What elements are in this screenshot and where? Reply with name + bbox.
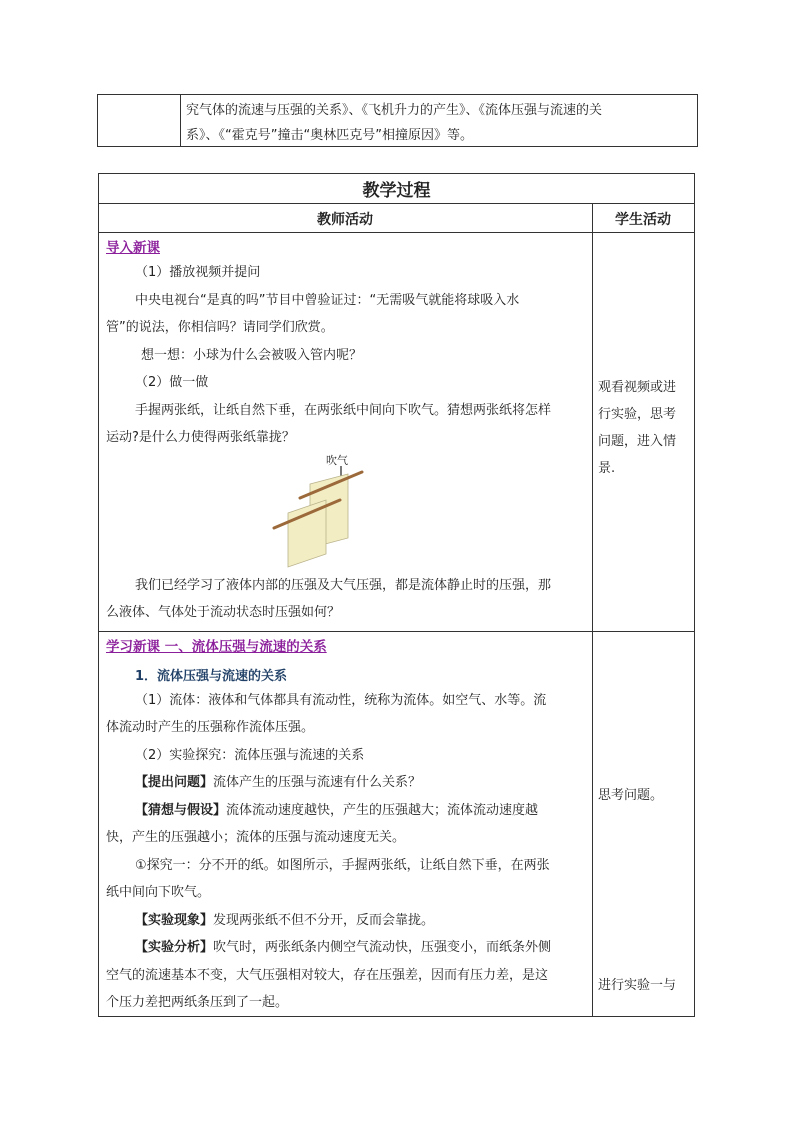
table-title: 教学过程	[362, 181, 431, 201]
observation-tag: 【实验现象】	[135, 913, 214, 928]
main-table-border-bottom	[98, 1016, 695, 1017]
analysis-tag: 【实验分析】	[135, 940, 214, 955]
analysis-line2: 空气的流速基本不变，大气压强相对较大，存在压强差，因而有压力差，是这	[106, 968, 549, 983]
hypothesis-text: 流体流动速度越快，产生的压强越大；流体流动速度越	[226, 803, 539, 818]
intro-paragraph-line2: 管”的说法，你相信吗？请同学们欣赏。	[106, 320, 334, 335]
student-activity-intro-line3: 问题，进入情	[598, 434, 677, 449]
observation-line	[135, 913, 434, 929]
analysis-line3: 个压力差把两纸条压到了一起。	[106, 995, 289, 1010]
top-table-divider	[180, 94, 181, 147]
intro-transition-line1: 我们已经学习了液体内部的压强及大气压强，都是流体静止时的压强，那	[135, 578, 552, 593]
analysis-text: 吹气时，两张纸条内侧空气流动快，压强变小，而纸条外侧	[213, 940, 552, 955]
fluid-definition-line1: （1）流体：液体和气体都具有流动性，统称为流体。如空气、水等。流	[135, 693, 547, 708]
intro-think: 想一想：小球为什么会被吸入管内呢？	[141, 348, 363, 363]
paper-blowing-figure	[268, 450, 368, 570]
intro-step1: （1）播放视频并提问	[135, 265, 261, 280]
section-heading-intro: 导入新课	[106, 240, 160, 256]
intro-activity-line1: 手握两张纸，让纸自然下垂，在两张纸中间向下吹气。猜想两张纸将怎样	[135, 403, 552, 418]
intro-transition-line2: 么液体、气体处于流动状态时压强如何？	[106, 605, 341, 620]
intro-paragraph-line1: 中央电视台“是真的吗”节目中曾验证过：“无需吸气就能将球吸入水	[135, 293, 520, 308]
main-table-border-top	[98, 173, 695, 174]
main-table-border-right	[694, 173, 695, 1017]
top-table-border-bottom	[97, 146, 698, 147]
top-table-text-line1: 究气体的流速与压强的关系》、《飞机升力的产生》、《流体压强与流速的关	[186, 103, 603, 118]
observation-text: 发现两张纸不但不分开，反而会靠拢。	[213, 913, 435, 928]
fluid-definition-line2: 体流动时产生的压强称作流体压强。	[106, 720, 315, 735]
hypothesis-line2: 快，产生的压强越小；流体的压强与流动速度无关。	[106, 830, 406, 845]
intro-step2: （2）做一做	[135, 375, 209, 390]
paper-sheets-drawing	[268, 450, 368, 570]
column-header-teacher: 教师活动	[317, 212, 373, 228]
experiment1-line1: ①探究一：分不开的纸。如图所示，手握两张纸，让纸自然下垂，在两张	[135, 858, 550, 873]
student-activity-intro-line4: 景.	[598, 461, 616, 476]
hypothesis-line1	[135, 803, 538, 819]
subheading-fluid-pressure: 1．流体压强与流速的关系	[135, 669, 288, 684]
top-table-text-line2: 系》、《“霍克号”撞击“奥林匹克号”相撞原因》等。	[186, 128, 473, 143]
question-text: 流体产生的压强与流速有什么关系？	[213, 775, 422, 790]
intro-activity-line2: 运动?是什么力使得两张纸靠拢？	[106, 430, 295, 445]
top-table-border-left	[97, 94, 98, 147]
analysis-line1	[135, 940, 551, 956]
main-table-border-left	[98, 173, 99, 1017]
question-line	[135, 775, 421, 791]
section-divider	[98, 631, 695, 632]
figure-label: 吹气	[326, 454, 348, 467]
section-heading-new-lesson: 学习新课 一、流体压强与流速的关系	[106, 639, 327, 655]
question-tag: 【提出问题】	[135, 775, 214, 790]
student-activity-experiment: 进行实验一与	[598, 978, 677, 993]
experiment-intro: （2）实验探究：流体压强与流速的关系	[135, 748, 365, 763]
student-activity-intro-line1: 观看视频或进	[598, 380, 677, 395]
experiment1-line2: 纸中间向下吹气。	[106, 885, 211, 900]
student-activity-intro-line2: 行实验，思考	[598, 407, 677, 422]
student-activity-think: 思考问题。	[598, 788, 664, 803]
top-table-border-top	[97, 94, 698, 95]
hypothesis-tag: 【猜想与假设】	[135, 803, 227, 818]
column-divider	[592, 203, 593, 1017]
column-header-student: 学生活动	[615, 212, 671, 228]
title-row-border	[98, 203, 695, 204]
top-table-border-right	[697, 94, 698, 147]
header-row-border	[98, 232, 695, 233]
